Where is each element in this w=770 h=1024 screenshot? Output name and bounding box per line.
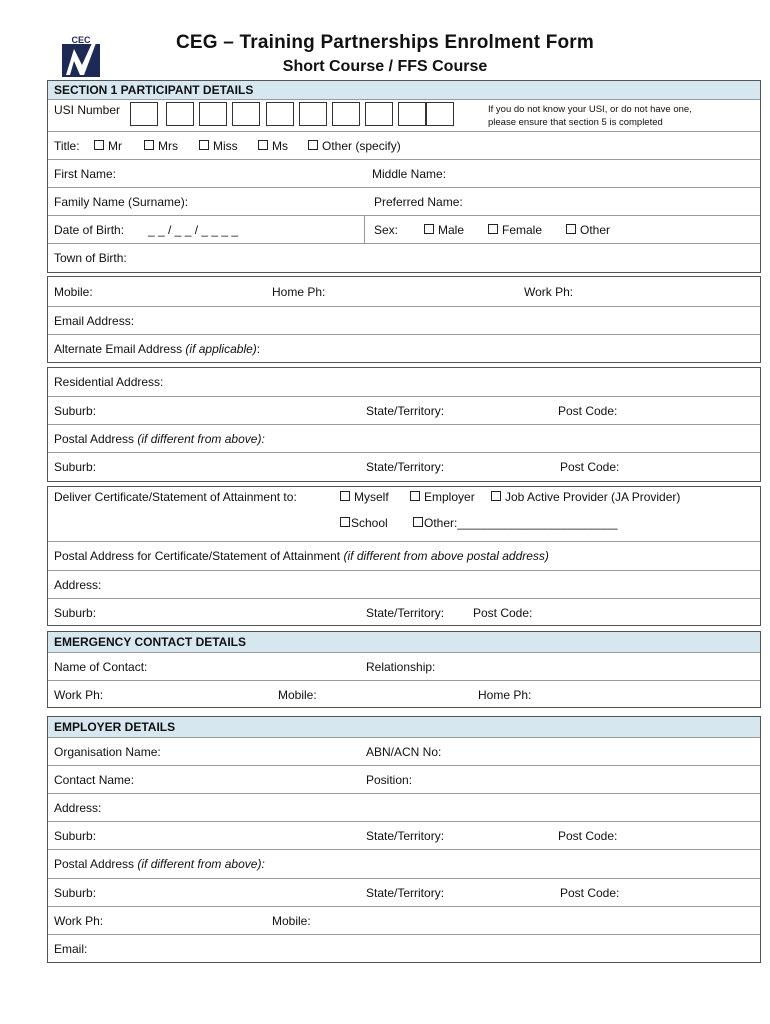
first-name-field[interactable]: First Name: bbox=[54, 167, 117, 181]
usi-cell-8[interactable] bbox=[365, 102, 393, 126]
usi-cell-1[interactable] bbox=[130, 102, 158, 126]
employer-work-ph-field[interactable]: Work Ph: bbox=[54, 914, 104, 928]
residential-address-field[interactable]: Residential Address: bbox=[54, 375, 164, 389]
deliver-option-other[interactable]: Other:________________________ bbox=[413, 516, 618, 530]
usi-cell-6[interactable] bbox=[299, 102, 327, 126]
form-title: CEG – Training Partnerships Enrolment Form bbox=[175, 32, 595, 53]
emergency-heading: EMERGENCY CONTACT DETAILS bbox=[54, 635, 247, 649]
employer-contact-row bbox=[48, 765, 760, 794]
employer-address-row bbox=[48, 793, 760, 822]
phone-row bbox=[48, 277, 760, 306]
home-ph-field[interactable]: Home Ph: bbox=[272, 285, 326, 299]
section-contact bbox=[47, 276, 761, 363]
employer-postal-field[interactable]: Postal Address (if different from above): bbox=[54, 857, 265, 871]
title-row bbox=[48, 131, 760, 160]
title-option-mrs[interactable]: Mrs bbox=[144, 139, 178, 153]
town-of-birth-row bbox=[48, 243, 760, 274]
employer-phone-row bbox=[48, 906, 760, 935]
usi-cell-5[interactable] bbox=[266, 102, 294, 126]
emergency-home-ph-field[interactable]: Home Ph: bbox=[478, 688, 532, 702]
emergency-relationship-field[interactable]: Relationship: bbox=[366, 660, 436, 674]
title-option-miss[interactable]: Miss bbox=[199, 139, 238, 153]
sex-option-other[interactable]: Other bbox=[566, 223, 610, 237]
usi-cell-2[interactable] bbox=[166, 102, 194, 126]
employer-address-field[interactable]: Address: bbox=[54, 801, 102, 815]
employer-postal-suburb-field[interactable]: Suburb: bbox=[54, 886, 97, 900]
postal-suburb-field[interactable]: Suburb: bbox=[54, 460, 97, 474]
employer-postal-postcode-field[interactable]: Post Code: bbox=[560, 886, 620, 900]
postal-state-field[interactable]: State/Territory: bbox=[366, 460, 445, 474]
postal-cert-row bbox=[48, 541, 760, 571]
emergency-name-field[interactable]: Name of Contact: bbox=[54, 660, 148, 674]
dob-divider bbox=[364, 216, 365, 244]
logo-text: CEC bbox=[71, 35, 91, 45]
title-option-mr[interactable]: Mr bbox=[94, 139, 122, 153]
family-name-row bbox=[48, 187, 760, 216]
cert-address-row bbox=[48, 570, 760, 599]
cert-suburb-field[interactable]: Suburb: bbox=[54, 606, 97, 620]
emergency-phone-row bbox=[48, 680, 760, 709]
org-name-field[interactable]: Organisation Name: bbox=[54, 745, 161, 759]
emergency-work-ph-field[interactable]: Work Ph: bbox=[54, 688, 104, 702]
employer-org-row bbox=[48, 737, 760, 766]
section-address bbox=[47, 367, 761, 482]
employer-postal-row bbox=[48, 849, 760, 879]
employer-email-field[interactable]: Email: bbox=[54, 942, 88, 956]
deliver-option-myself[interactable]: Myself bbox=[340, 490, 389, 504]
dob-field[interactable]: _ _ / _ _ / _ _ _ _ bbox=[148, 223, 239, 237]
emergency-header bbox=[48, 632, 760, 652]
title-label: Title: bbox=[54, 139, 80, 153]
usi-note: If you do not know your USI, or do not have one, please ensure that section 5 is completed bbox=[488, 104, 692, 128]
section-employer-details bbox=[47, 716, 761, 963]
postal-cert-field[interactable]: Postal Address for Certificate/Statement of Attainment (if different from above postal address) bbox=[54, 549, 549, 563]
usi-label: USI Number bbox=[54, 103, 121, 117]
title-option-other[interactable]: Other (specify) bbox=[308, 139, 401, 153]
dob-row bbox=[48, 215, 760, 244]
cert-suburb-row bbox=[48, 598, 760, 627]
usi-cell-9[interactable] bbox=[398, 102, 426, 126]
cert-address-field[interactable]: Address: bbox=[54, 578, 102, 592]
emergency-name-row bbox=[48, 652, 760, 681]
residential-state-field[interactable]: State/Territory: bbox=[366, 404, 445, 418]
section-emergency-contact bbox=[47, 631, 761, 708]
residential-postcode-field[interactable]: Post Code: bbox=[558, 404, 618, 418]
cert-postcode-field[interactable]: Post Code: bbox=[473, 606, 533, 620]
dob-label: Date of Birth: bbox=[54, 223, 125, 237]
section-participant-details bbox=[47, 80, 761, 273]
email-field[interactable]: Email Address: bbox=[54, 314, 135, 328]
deliver-label: Deliver Certificate/Statement of Attainment to: bbox=[54, 490, 297, 504]
sex-label: Sex: bbox=[374, 223, 399, 237]
usi-cell-3[interactable] bbox=[199, 102, 227, 126]
alt-email-row bbox=[48, 334, 760, 364]
employer-heading: EMPLOYER DETAILS bbox=[54, 720, 176, 734]
employer-suburb-field[interactable]: Suburb: bbox=[54, 829, 97, 843]
postal-row bbox=[48, 424, 760, 453]
work-ph-field[interactable]: Work Ph: bbox=[524, 285, 574, 299]
middle-name-field[interactable]: Middle Name: bbox=[372, 167, 447, 181]
emergency-mobile-field[interactable]: Mobile: bbox=[278, 688, 317, 702]
postal-postcode-field[interactable]: Post Code: bbox=[560, 460, 620, 474]
employer-header bbox=[48, 717, 760, 737]
form-subtitle: Short Course / FFS Course bbox=[282, 58, 488, 75]
usi-cell-4[interactable] bbox=[232, 102, 260, 126]
email-row bbox=[48, 306, 760, 335]
cert-state-field[interactable]: State/Territory: bbox=[366, 606, 445, 620]
deliver-option-employer[interactable]: Employer bbox=[410, 490, 475, 504]
contact-name-field[interactable]: Contact Name: bbox=[54, 773, 135, 787]
residential-suburb-field[interactable]: Suburb: bbox=[54, 404, 97, 418]
employer-postal-suburb-row bbox=[48, 878, 760, 907]
employer-mobile-field[interactable]: Mobile: bbox=[272, 914, 311, 928]
mobile-field[interactable]: Mobile: bbox=[54, 285, 93, 299]
family-name-field[interactable]: Family Name (Surname): bbox=[54, 195, 189, 209]
abn-field[interactable]: ABN/ACN No: bbox=[366, 745, 442, 759]
employer-postal-state-field[interactable]: State/Territory: bbox=[366, 886, 445, 900]
usi-cell-10[interactable] bbox=[426, 102, 454, 126]
preferred-name-field[interactable]: Preferred Name: bbox=[374, 195, 463, 209]
deliver-row bbox=[48, 487, 760, 541]
residential-suburb-row bbox=[48, 396, 760, 425]
employer-suburb-row bbox=[48, 821, 760, 850]
alt-email-field[interactable]: Alternate Email Address (if applicable): bbox=[54, 342, 261, 356]
section-certificate bbox=[47, 486, 761, 626]
employer-postcode-field[interactable]: Post Code: bbox=[558, 829, 618, 843]
deliver-option-school[interactable]: School bbox=[340, 516, 388, 530]
section1-header bbox=[48, 81, 760, 99]
employer-email-row bbox=[48, 934, 760, 964]
first-name-row bbox=[48, 159, 760, 188]
position-field[interactable]: Position: bbox=[366, 773, 413, 787]
residential-row bbox=[48, 368, 760, 396]
town-of-birth-field[interactable]: Town of Birth: bbox=[54, 251, 127, 265]
usi-row bbox=[48, 99, 760, 132]
deliver-option-ja-provider[interactable]: Job Active Provider (JA Provider) bbox=[491, 490, 680, 504]
title-option-ms[interactable]: Ms bbox=[258, 139, 288, 153]
sex-option-male[interactable]: Male bbox=[424, 223, 464, 237]
postal-address-field[interactable]: Postal Address (if different from above): bbox=[54, 432, 265, 446]
sex-option-female[interactable]: Female bbox=[488, 223, 542, 237]
section1-heading: SECTION 1 PARTICIPANT DETAILS bbox=[54, 83, 254, 97]
usi-cell-7[interactable] bbox=[332, 102, 360, 126]
postal-suburb-row bbox=[48, 452, 760, 483]
employer-state-field[interactable]: State/Territory: bbox=[366, 829, 445, 843]
